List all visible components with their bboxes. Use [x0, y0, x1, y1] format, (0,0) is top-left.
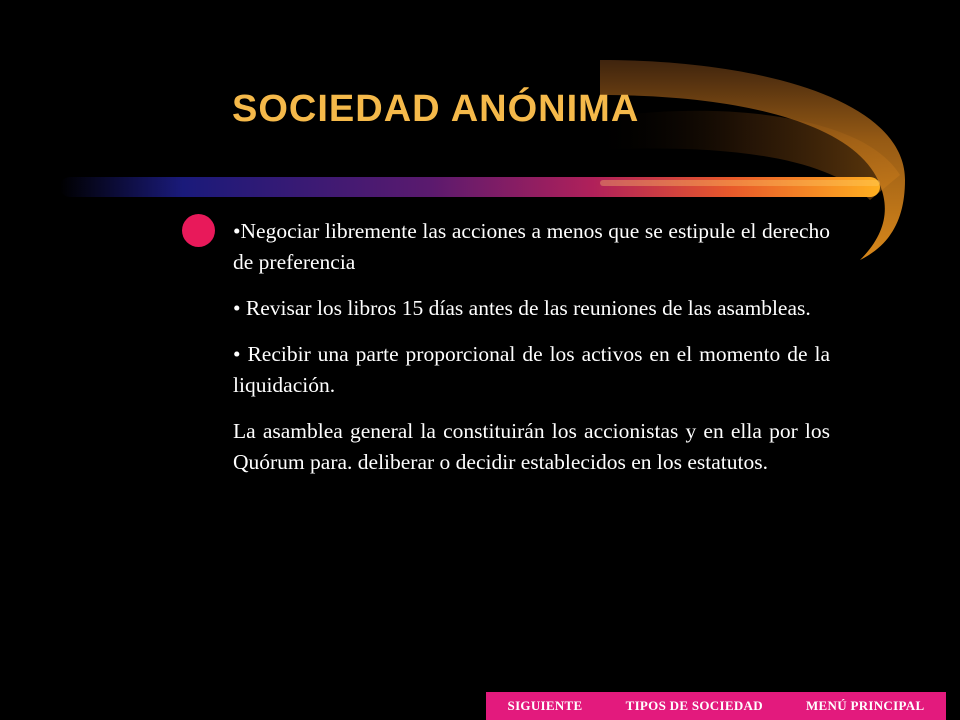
company-types-link[interactable]: TIPOS DE SOCIEDAD: [625, 698, 763, 713]
next-link[interactable]: SIGUIENTE: [507, 698, 583, 713]
navigation-bar: [486, 692, 946, 720]
bullet-circle-icon: [182, 214, 215, 247]
paragraph-revisar: • Revisar los libros 15 días antes de las reuniones de las asambleas.: [233, 296, 811, 320]
paragraph-negociar: •Negociar libremente las acciones a menos que se estipule el derecho de preferencia: [233, 219, 830, 274]
main-menu-link[interactable]: MENÚ PRINCIPAL: [805, 698, 925, 713]
paragraph-recibir: • Recibir una parte proporcional de los activos en el momento de la liquidación.: [233, 342, 830, 397]
slide-body: [233, 216, 830, 493]
paragraph-asamblea: La asamblea general la constituirán los accionistas y en ella por los Quórum para. deliberar o decidir establecidos en los estatutos.: [233, 419, 830, 474]
slide-title: SOCIEDAD ANÓNIMA: [232, 88, 640, 130]
